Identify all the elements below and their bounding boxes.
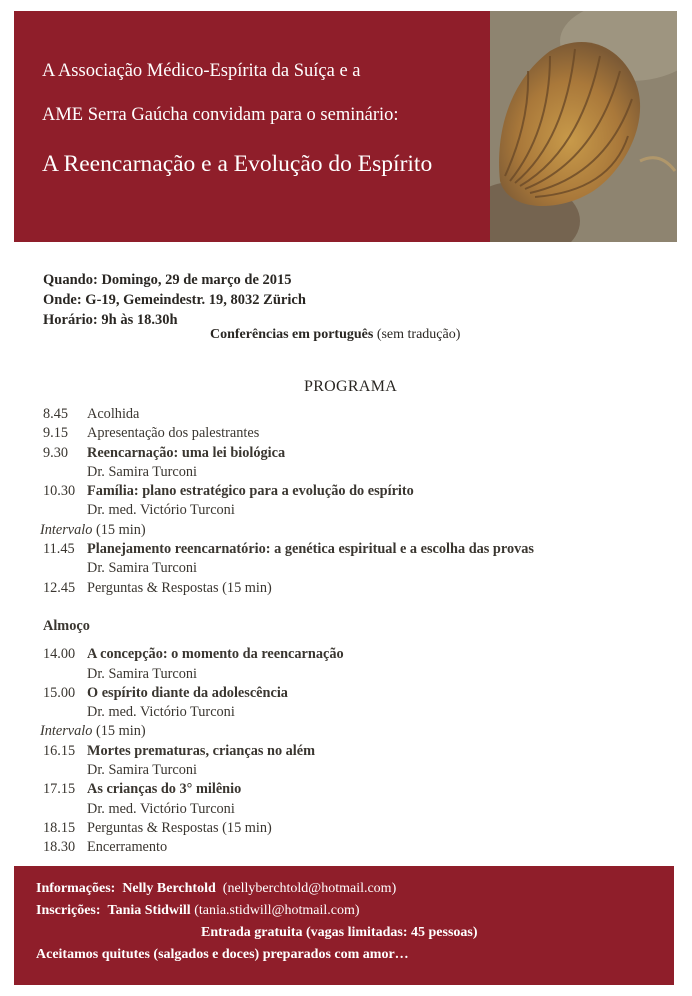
program-time: 18.30	[43, 839, 76, 856]
where-label: Onde:	[43, 292, 82, 308]
registration-label: Inscrições:	[36, 903, 101, 918]
free-entry-note: Entrada gratuita (vagas limitadas: 45 pessoas)	[201, 925, 478, 940]
program-time: 17.15	[43, 781, 76, 798]
program-speaker: Dr. med. Victório Turconi	[87, 704, 235, 721]
program-desc: Planejamento reencarnatório: a genética espiritual e a escolha das provas	[87, 541, 534, 558]
registration-row	[36, 903, 360, 919]
program-desc: O espírito diante da adolescência	[87, 684, 288, 701]
program-time: 8.45	[43, 406, 69, 422]
when-label: Quando:	[43, 272, 98, 288]
info-contact-row	[36, 881, 396, 897]
program-time: 16.15	[43, 742, 76, 759]
program-time: 10.30	[43, 483, 76, 500]
program-time: 12.45	[43, 579, 76, 596]
program-time: 9.15	[43, 425, 69, 442]
program-time: 14.00	[43, 646, 76, 663]
info-email[interactable]: (nellyberchtold@hotmail.com)	[222, 881, 397, 896]
snacks-note: Aceitamos quitutes (salgados e doces) preparados com amor…	[36, 947, 409, 962]
fossil-image	[490, 11, 677, 242]
program-time: 11.45	[43, 541, 75, 558]
program-desc: Acolhida	[87, 406, 140, 422]
info-name: Nelly Berchtold	[122, 881, 216, 896]
time-label: Horário:	[43, 312, 98, 328]
lunch-label: Almoço	[43, 617, 90, 634]
program-speaker: Dr. Samira Turconi	[87, 762, 198, 779]
program-desc: As crianças do 3° milênio	[87, 781, 242, 798]
info-label: Informações:	[36, 881, 116, 896]
footer-banner	[14, 866, 674, 985]
program-speaker: Dr. med. Victório Turconi	[87, 502, 235, 519]
language-translation-note: (sem tradução)	[376, 327, 461, 342]
program-time: 9.30	[43, 444, 69, 461]
program-desc: Família: plano estratégico para a evolução do espírito	[87, 483, 414, 500]
where-row	[43, 290, 306, 310]
registration-email[interactable]: (tania.stidwill@hotmail.com)	[194, 903, 360, 918]
event-info	[43, 270, 306, 330]
program-speaker: Dr. med. Victório Turconi	[87, 800, 235, 817]
program-desc: Perguntas & Respostas (15 min)	[87, 579, 272, 596]
time-value: 9h às 18.30h	[101, 312, 178, 328]
program-speaker: Dr. Samira Turconi	[87, 560, 198, 577]
interval-note: (15 min)	[95, 521, 146, 538]
program-desc: Perguntas & Respostas (15 min)	[87, 819, 272, 836]
program-time: 18.15	[43, 819, 76, 836]
when-row	[43, 270, 306, 290]
header-banner	[14, 11, 677, 242]
interval-label: Intervalo	[40, 723, 93, 740]
programa-heading: PROGRAMA	[304, 378, 398, 395]
when-value: Domingo, 29 de março de 2015	[101, 272, 292, 288]
program-desc: Encerramento	[87, 839, 168, 856]
registration-name: Tania Stidwill	[107, 903, 191, 918]
header-line-2: AME Serra Gaúcha convidam para o seminário:	[42, 105, 399, 125]
program-speaker: Dr. Samira Turconi	[87, 463, 198, 480]
program-time: 15.00	[43, 684, 76, 701]
seminar-title: A Reencarnação e a Evolução do Espírito	[42, 151, 433, 177]
language-bold: Conferências em português	[210, 327, 374, 342]
interval-label: Intervalo	[40, 521, 93, 538]
program-desc: A concepção: o momento da reencarnação	[87, 646, 344, 663]
where-value: G-19, Gemeindestr. 19, 8032 Zürich	[85, 292, 306, 308]
program-speaker: Dr. Samira Turconi	[87, 665, 198, 682]
program-desc: Mortes prematuras, crianças no além	[87, 742, 316, 759]
header-line-1: A Associação Médico-Espírita da Suíça e a	[42, 61, 361, 81]
program-desc: Reencarnação: uma lei biológica	[87, 444, 286, 461]
interval-note: (15 min)	[95, 723, 146, 740]
language-note	[210, 327, 460, 343]
program-desc: Apresentação dos palestrantes	[87, 425, 260, 442]
